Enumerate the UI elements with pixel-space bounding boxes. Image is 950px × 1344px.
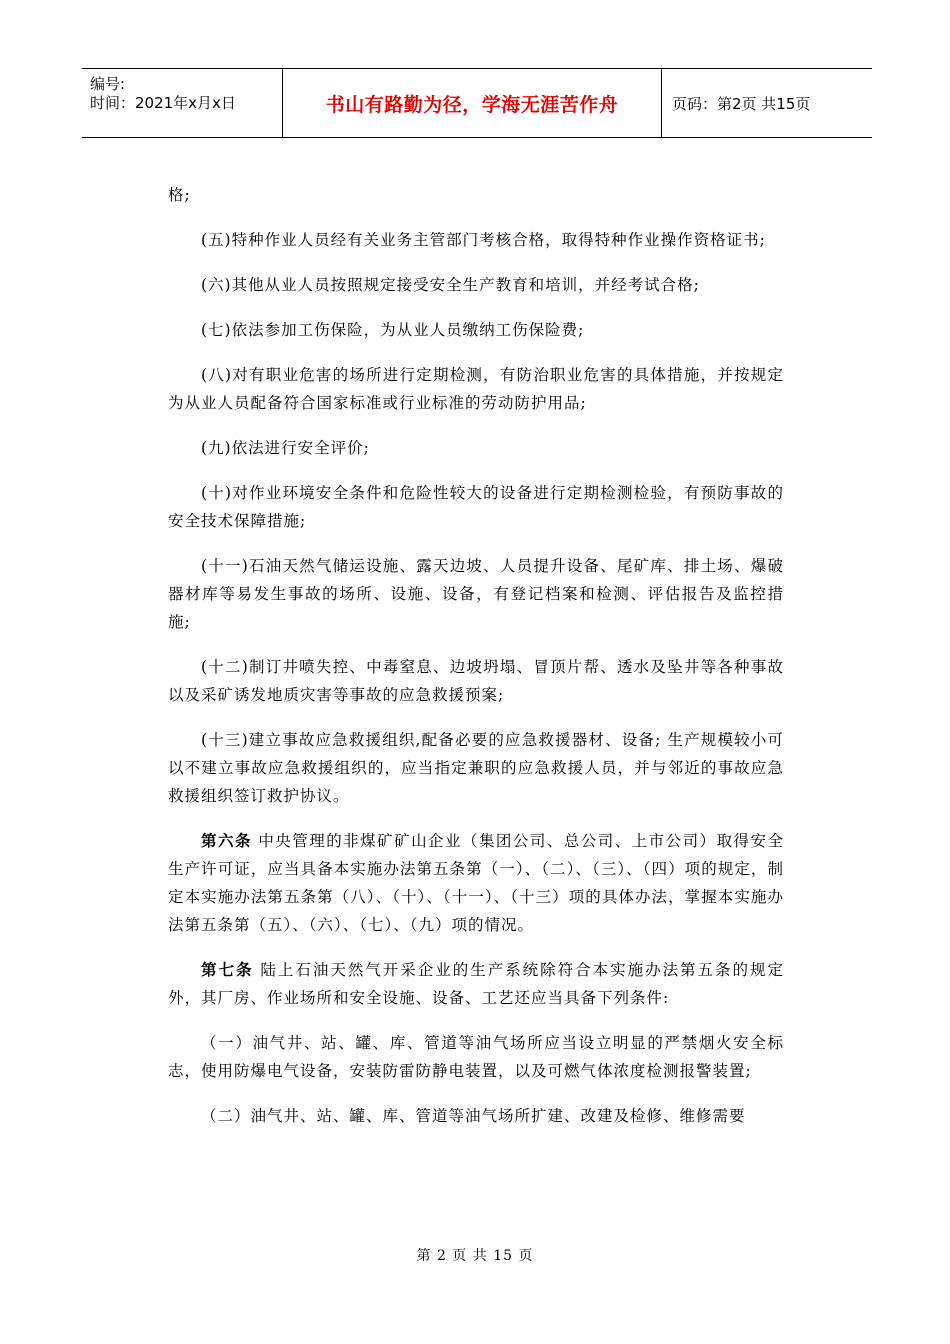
paragraph: (五)特种作业人员经有关业务主管部门考核合格，取得特种作业操作资格证书;: [201, 231, 766, 249]
document-header: [82, 68, 872, 138]
header-motto: 书山有路勤为径，学海无涯苦作舟: [325, 93, 619, 116]
header-page-number: 页码：第2页 共15页: [672, 94, 811, 113]
article-7: [168, 956, 784, 1012]
paragraph: (十三)建立事故应急救援组织,配备必要的应急救援器材、设备; 生产规模较小可以不建立事故应急救援组织的，应当指定兼职的应急救援人员，并与邻近的事故应急救援组织签订救护协议。: [168, 731, 784, 805]
header-motto-cell: [283, 69, 662, 137]
paragraph: 格;: [168, 186, 191, 204]
article-6-text: 中央管理的非煤矿矿山企业（集团公司、总公司、上市公司）取得安全生产许可证，应当具备本实施办法第五条第（一）、（二）、（三）、（四）项的规定，制定本实施办法第五条第（八）、（十）、（十一）、（十三）项的具体办法，掌握本实施办法第五条第（五）、（六）、（七）、（九）项的情况。: [168, 832, 784, 934]
page-footer: 第 2 页 共 15 页: [416, 1248, 534, 1264]
paragraph: （一）油气井、站、罐、库、管道等油气场所应当设立明显的严禁烟火安全标志，使用防爆电气设备，安装防雷防静电装置，以及可燃气体浓度检测报警装置;: [168, 1034, 784, 1080]
paragraph: (六)其他从业人员按照规定接受安全生产教育和培训，并经考试合格;: [201, 276, 700, 294]
header-meta: [82, 69, 283, 137]
header-page-cell: [662, 69, 872, 137]
paragraph: (七)依法参加工伤保险，为从业人员缴纳工伤保险费;: [201, 321, 585, 339]
article-7-text: 陆上石油天然气开采企业的生产系统除符合本实施办法第五条的规定外，其厂房、作业场所和安全设施、设备、工艺还应当具备下列条件:: [168, 961, 784, 1007]
article-6: [168, 827, 784, 939]
document-body: [168, 181, 784, 1147]
article-6-title: 第六条: [201, 831, 252, 850]
paragraph: (九)依法进行安全评价;: [201, 439, 370, 457]
article-7-title: 第七条: [201, 960, 254, 979]
paragraph: (十一)石油天然气储运设施、露天边坡、人员提升设备、尾矿库、排土场、爆破器材库等易发生事故的场所、设施、设备，有登记档案和检测、评估报告及监控措施;: [168, 557, 784, 631]
paragraph: (八)对有职业危害的场所进行定期检测，有防治职业危害的具体措施，并按规定为从业人员配备符合国家标准或行业标准的劳动防护用品;: [168, 366, 784, 412]
document-date-label: 时间：2021年x月x日: [90, 94, 236, 112]
document-number-label: 编号:: [90, 75, 126, 93]
paragraph: (十)对作业环境安全条件和危险性较大的设备进行定期检测检验，有预防事故的安全技术保障措施;: [168, 484, 784, 530]
paragraph: (十二)制订井喷失控、中毒窒息、边坡坍塌、冒顶片帮、透水及坠井等各种事故以及采矿诱发地质灾害等事故的应急救援预案;: [168, 658, 784, 704]
paragraph: （二）油气井、站、罐、库、管道等油气场所扩建、改建及检修、维修需要: [201, 1107, 746, 1125]
